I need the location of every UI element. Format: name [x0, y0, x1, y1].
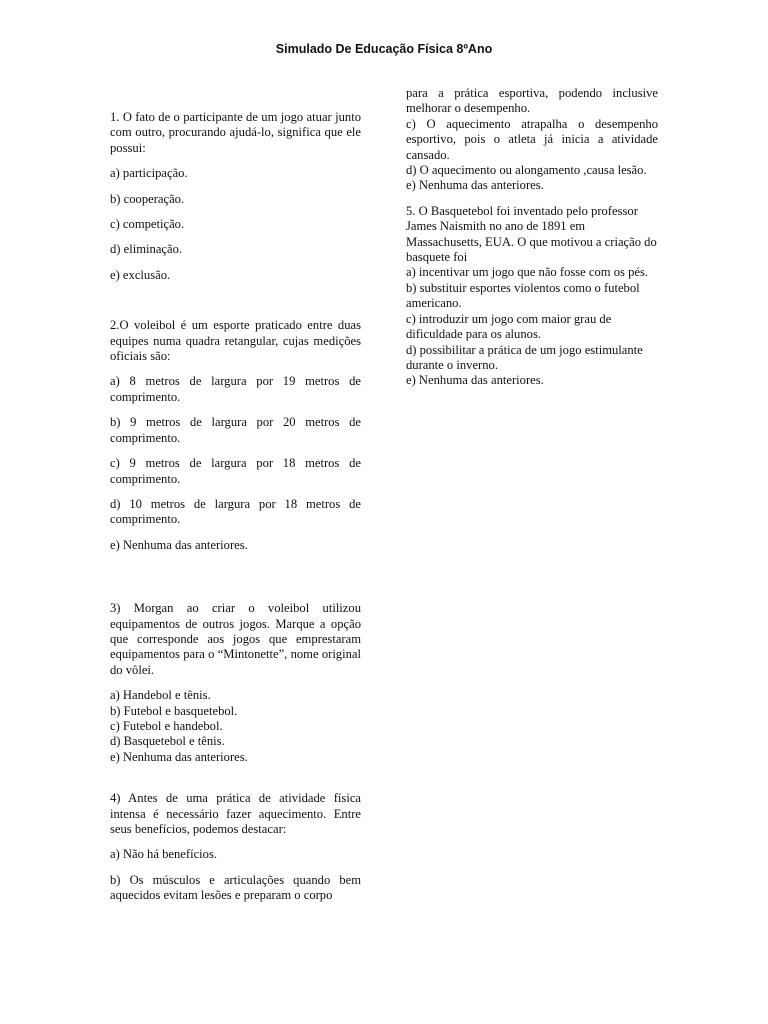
option-c: c) Futebol e handebol.	[110, 718, 223, 733]
option-b: b) substituir esportes violentos como o futebol americano.	[406, 280, 640, 311]
option-b: b) Futebol e basquetebol.	[110, 703, 238, 718]
document-title: Simulado De Educação Física 8ºAno	[275, 42, 493, 56]
option-b: b) Os músculos e articulações quando bem aquecidos evitam lesões e preparam o corpo	[110, 872, 361, 903]
question-5	[406, 204, 658, 389]
option-a: a) incentivar um jogo que não fosse com os pés.	[406, 265, 649, 280]
question-4-continued	[406, 86, 658, 194]
question-4	[110, 791, 361, 903]
option-e: e) Nenhuma das anteriores.	[110, 749, 248, 764]
question-text: 2.O voleibol é um esporte praticado entre duas equipes numa quadra retangular, cujas medições oficiais são:	[110, 318, 361, 364]
question-text: 4) Antes de uma prática de atividade física intensa é necessário fazer aquecimento. Entre seus benefícios, podemos destacar:	[110, 791, 361, 836]
option-c: c) 9 metros de largura por 18 metros de comprimento.	[110, 456, 361, 486]
option-a: a) participação.	[110, 166, 188, 181]
option-d: d) 10 metros de largura por 18 metros de comprimento.	[110, 496, 361, 527]
question-text: 1. O fato de o participante de um jogo atuar junto com outro, procurando ajudá-lo, significa que ele possui:	[110, 110, 361, 155]
option-a: a) 8 metros de largura por 19 metros de comprimento.	[110, 374, 361, 404]
question-3	[110, 601, 361, 765]
question-text: 5. O Basquetebol foi inventado pelo professor James Naismith no ano de 1891 em Massachusetts, EUA. O que motivou a criação do basquete foi	[406, 203, 657, 265]
left-column	[110, 110, 361, 904]
option-a: a) Handebol e tênis.	[110, 688, 211, 703]
option-d: d) possibilitar a prática de um jogo estimulante durante o inverno.	[406, 342, 643, 372]
question-text: 3) Morgan ao criar o voleibol utilizou equipamentos de outros jogos. Marque a opção que corresponde aos jogos que emprestaram equipamentos para o “Mintonette”, nome original do vôlei.	[110, 601, 361, 677]
option-c: c) O aquecimento atrapalha o desempenho esportivo, pois o atleta já inicia a atividade cansado.	[406, 116, 658, 162]
option-b-continued: para a prática esportiva, podendo inclusive melhorar o desempenho.	[406, 86, 658, 116]
option-b: b) cooperação.	[110, 191, 185, 206]
option-e: e) Nenhuma das anteriores.	[406, 178, 544, 193]
option-b: b) 9 metros de largura por 20 metros de comprimento.	[110, 415, 361, 445]
option-c: c) competição.	[110, 217, 185, 232]
option-e: e) Nenhuma das anteriores.	[110, 537, 248, 552]
options-list	[110, 688, 361, 765]
question-2	[110, 318, 361, 553]
option-d: d) eliminação.	[110, 242, 183, 257]
option-d: d) Basquetebol e tênis.	[110, 734, 225, 749]
right-column	[406, 86, 658, 389]
option-a: a) Não há benefícios.	[110, 847, 217, 862]
question-1	[110, 110, 361, 283]
option-d: d) O aquecimento ou alongamento ,causa lesão.	[406, 163, 647, 178]
option-e: e) Nenhuma das anteriores.	[406, 373, 544, 388]
option-c: c) introduzir um jogo com maior grau de dificuldade para os alunos.	[406, 311, 612, 342]
option-e: e) exclusão.	[110, 267, 171, 282]
